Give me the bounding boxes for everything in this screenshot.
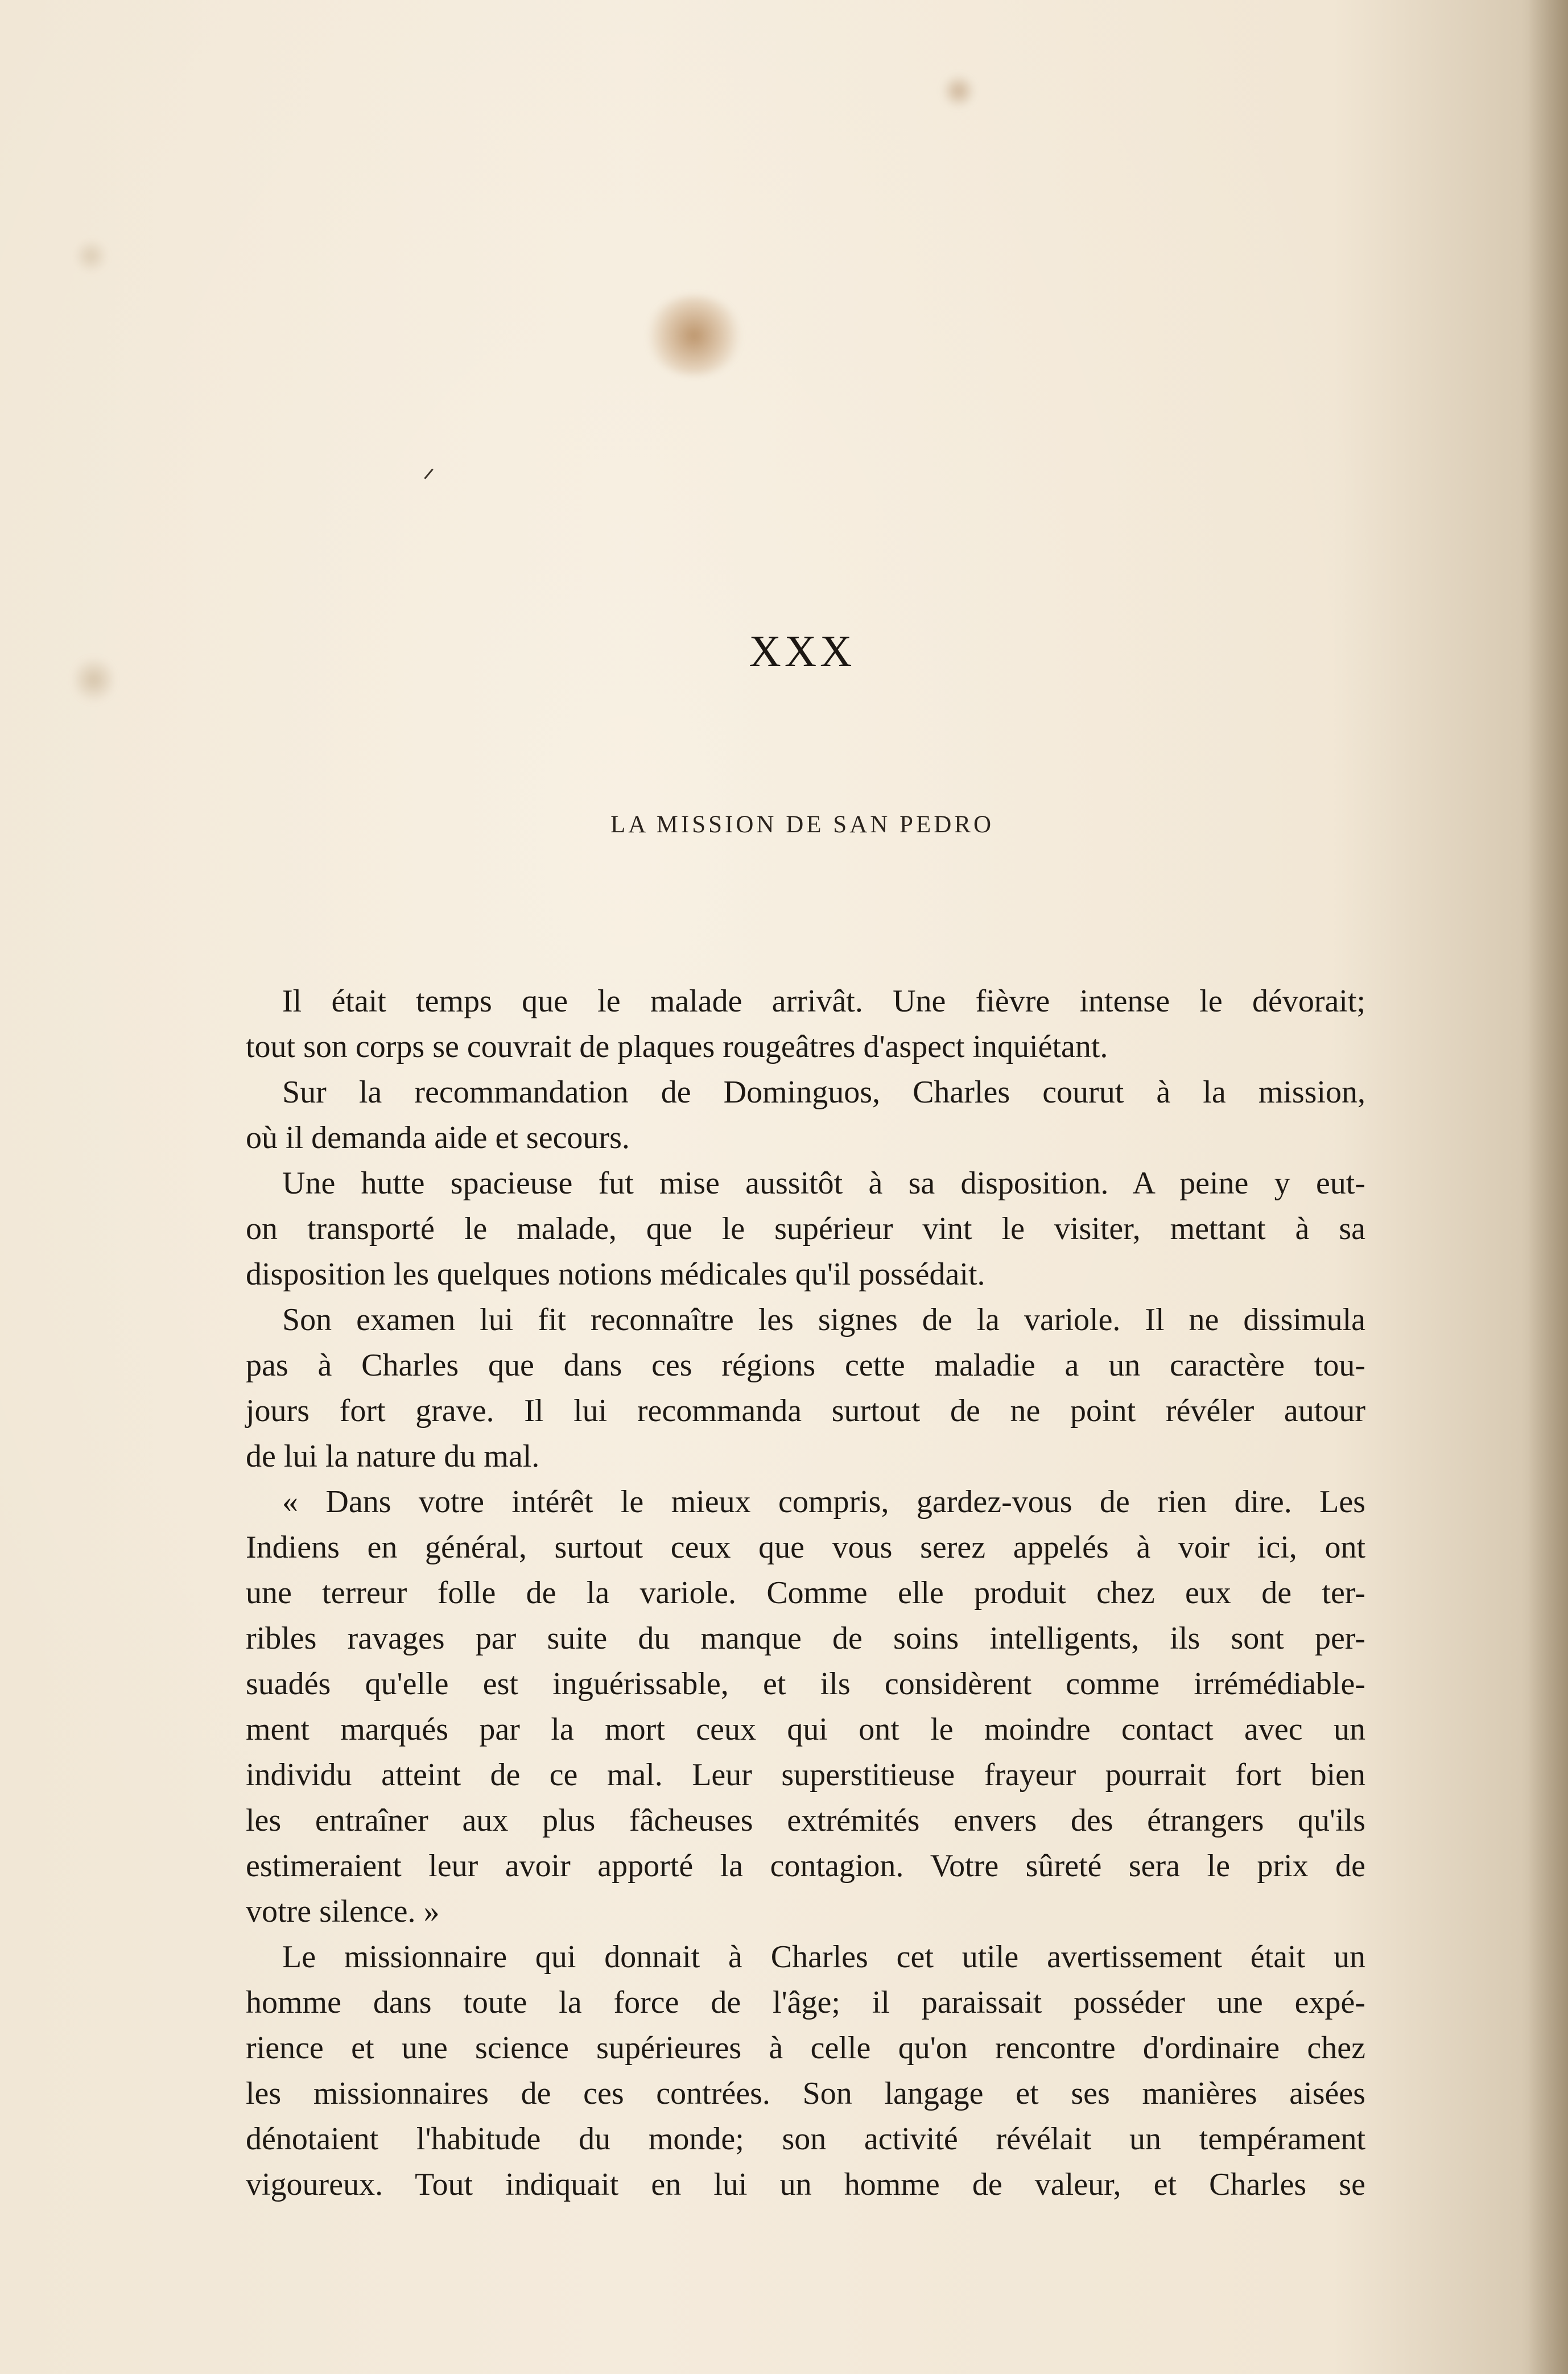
foxing-stain	[942, 74, 976, 108]
text-line: individu atteint de ce mal. Leur superstitieuse frayeur pourrait fort bien	[246, 1757, 1365, 1793]
text-line: rience et une science supérieures à celle qu'on rencontre d'ordinaire chez	[246, 2030, 1365, 2066]
text-line: Indiens en général, surtout ceux que vous serez appelés à voir ici, ont	[246, 1530, 1365, 1565]
text-line: suadés qu'elle est inguérissable, et ils considèrent comme irrémédiable-	[246, 1666, 1365, 1702]
text-line: les missionnaires de ces contrées. Son langage et ses manières aisées	[246, 2076, 1365, 2111]
text-line: votre silence. »	[246, 1894, 440, 1929]
text-line: Le missionnaire qui donnait à Charles cet utile avertissement était un	[282, 1939, 1365, 1975]
text-line: estimeraient leur avoir apporté la contagion. Votre sûreté sera le prix de	[246, 1848, 1365, 1884]
text-line: une terreur folle de la variole. Comme elle produit chez eux de ter-	[246, 1575, 1365, 1611]
text-line: tout son corps se couvrait de plaques rougeâtres d'aspect inquiétant.	[246, 1029, 1108, 1064]
text-line: où il demanda aide et secours.	[246, 1120, 630, 1155]
text-line: Une hutte spacieuse fut mise aussitôt à sa disposition. A peine y eut-	[282, 1166, 1365, 1201]
text-line: de lui la nature du mal.	[246, 1439, 540, 1474]
page-edge-shadow	[1528, 0, 1568, 2374]
text-line: vigoureux. Tout indiquait en lui un homme de valeur, et Charles se	[246, 2167, 1365, 2202]
text-line: Son examen lui fit reconnaître les signes de la variole. Il ne dissimula	[282, 1302, 1365, 1337]
text-line: disposition les quelques notions médicales qu'il possédait.	[246, 1257, 985, 1292]
body-text	[246, 978, 1365, 2207]
text-line: « Dans votre intérêt le mieux compris, gardez-vous de rien dire. Les	[282, 1484, 1365, 1520]
text-line: les entraîner aux plus fâcheuses extrémités envers des étrangers qu'ils	[246, 1803, 1365, 1838]
text-line: ment marqués par la mort ceux qui ont le moindre contact avec un	[246, 1712, 1365, 1747]
pencil-mark	[424, 469, 433, 480]
text-line: pas à Charles que dans ces régions cette maladie a un caractère tou-	[246, 1348, 1365, 1383]
text-line: jours fort grave. Il lui recommanda surtout de ne point révéler autour	[246, 1393, 1365, 1428]
chapter-title: LA MISSION DE SAN PEDRO	[610, 811, 995, 838]
text-line: ribles ravages par suite du manque de soins intelligents, ils sont per-	[246, 1621, 1365, 1656]
text-line: Il était temps que le malade arrivât. Une fièvre intense le dévorait;	[282, 984, 1365, 1019]
text-line: on transporté le malade, que le supérieur vint le visiter, mettant à sa	[246, 1211, 1365, 1246]
text-line: homme dans toute la force de l'âge; il paraissait posséder une expé-	[246, 1985, 1365, 2020]
chapter-number: XXX	[749, 626, 856, 676]
text-line: dénotaient l'habitude du monde; son activité révélait un tempérament	[246, 2121, 1365, 2157]
text-line: Sur la recommandation de Dominguos, Charles courut à la mission,	[282, 1075, 1365, 1110]
foxing-stain	[74, 239, 108, 273]
foxing-stain	[646, 296, 742, 375]
